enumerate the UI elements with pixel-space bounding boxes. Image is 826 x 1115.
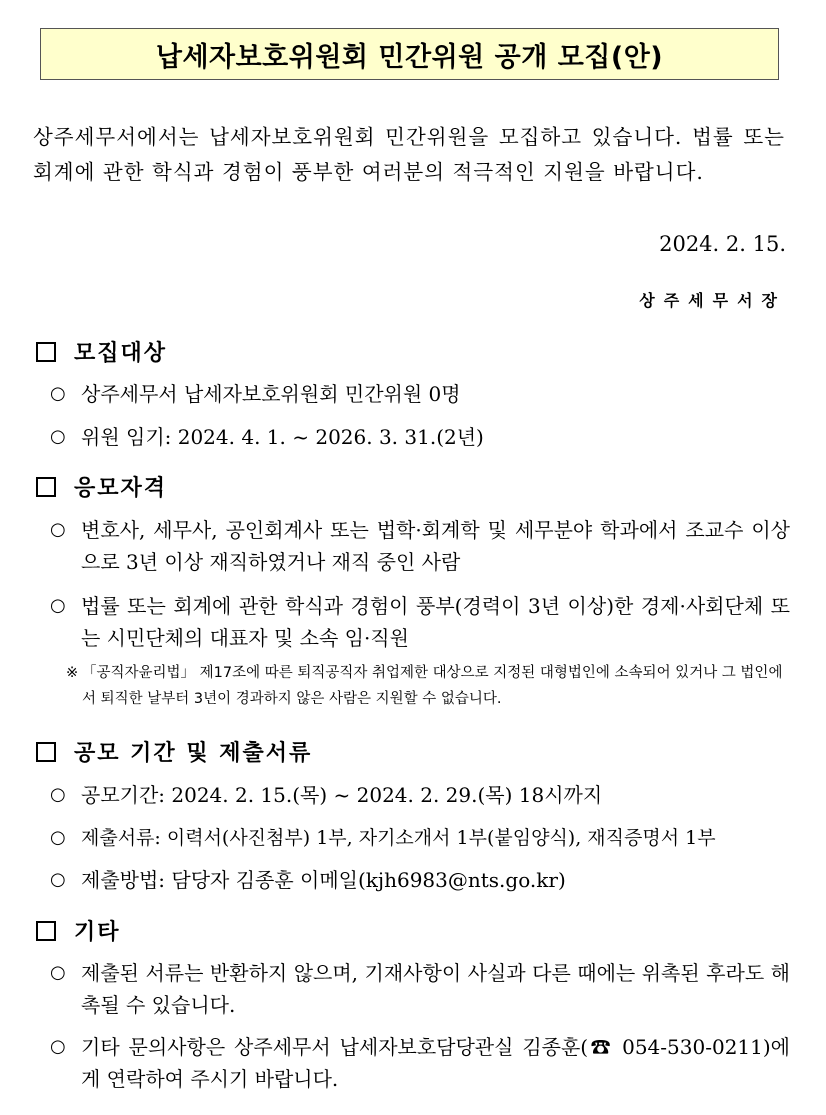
list-item-text: 기타 문의사항은 상주세무서 납세자보호담당관실 김종훈(☎ 054-530-0211)에게 연락하여 주시기 바랍니다. bbox=[81, 1035, 790, 1091]
list-item-text: 공모기간: 2024. 2. 15.(목) ~ 2024. 2. 29.(목) 18시까지 bbox=[81, 783, 603, 807]
reference-mark-icon: ※ bbox=[66, 665, 79, 681]
intro-paragraph: 상주세무서에서는 납세자보호위원회 민간위원을 모집하고 있습니다. 법률 또는 회계에 관한 학식과 경험이 풍부한 여러분의 적극적인 지원을 바랍니다. bbox=[33, 125, 785, 184]
bullet-icon: ○ bbox=[50, 1036, 66, 1057]
bullet-icon: ○ bbox=[50, 827, 66, 848]
section-header-recruitment-target bbox=[36, 336, 167, 367]
section-header-other bbox=[36, 915, 121, 946]
list-item-text: 제출된 서류는 반환하지 않으며, 기재사항이 사실과 다른 때에는 위촉된 후라도 해촉될 수 있습니다. bbox=[81, 961, 790, 1017]
checkbox-square-icon bbox=[36, 342, 56, 362]
checkbox-square-icon bbox=[36, 921, 56, 941]
checkbox-square-icon bbox=[36, 477, 56, 497]
title-box bbox=[40, 28, 779, 80]
list-item-text: 제출서류: 이력서(사진첨부) 1부, 자기소개서 1부(붙임양식), 재직증명서 1부 bbox=[81, 827, 716, 849]
bullet-icon: ○ bbox=[50, 519, 66, 540]
note-text: 「공직자윤리법」 제17조에 따른 퇴직공직자 취업제한 대상으로 지정된 대형법인에 소속되어 있거나 그 법인에서 퇴직한 날부터 3년이 경과하지 않은 사람은 지원할 수 없습니다. bbox=[82, 665, 783, 707]
checkbox-square-icon bbox=[36, 742, 56, 762]
section-label: 기타 bbox=[74, 920, 121, 945]
section-label: 공모 기간 및 제출서류 bbox=[74, 741, 313, 766]
bullet-icon: ○ bbox=[50, 383, 66, 404]
list-item bbox=[50, 957, 790, 1021]
bullet-icon: ○ bbox=[50, 784, 66, 805]
list-item-text: 위원 임기: 2024. 4. 1. ~ 2026. 3. 31.(2년) bbox=[81, 425, 484, 449]
section-header-qualifications bbox=[36, 471, 167, 502]
list-item bbox=[50, 590, 790, 654]
list-item bbox=[50, 1031, 790, 1095]
document-date: 2024. 2. 15. bbox=[659, 232, 786, 256]
bullet-icon: ○ bbox=[50, 962, 66, 983]
list-item bbox=[50, 514, 790, 578]
list-item bbox=[50, 779, 790, 811]
signature: 상주세무서장 bbox=[639, 291, 786, 310]
list-item bbox=[50, 378, 790, 410]
document-title: 납세자보호위원회 민간위원 공개 모집(안) bbox=[155, 41, 664, 73]
eligibility-note bbox=[66, 660, 786, 712]
list-item bbox=[50, 864, 790, 896]
list-item-text: 상주세무서 납세자보호위원회 민간위원 0명 bbox=[81, 382, 461, 406]
list-item-text: 변호사, 세무사, 공인회계사 또는 법학·회계학 및 세무분야 학과에서 조교수 이상으로 3년 이상 재직하였거나 재직 중인 사람 bbox=[81, 518, 790, 574]
section-header-application-period bbox=[36, 736, 312, 767]
bullet-icon: ○ bbox=[50, 869, 66, 890]
bullet-icon: ○ bbox=[50, 426, 66, 447]
list-item bbox=[50, 822, 790, 854]
section-label: 모집대상 bbox=[74, 341, 168, 366]
section-label: 응모자격 bbox=[74, 476, 168, 501]
bullet-icon: ○ bbox=[50, 595, 66, 616]
list-item-text: 제출방법: 담당자 김종훈 이메일(kjh6983@nts.go.kr) bbox=[81, 868, 566, 892]
list-item bbox=[50, 421, 790, 453]
list-item-text: 법률 또는 회계에 관한 학식과 경험이 풍부(경력이 3년 이상)한 경제·사회단체 또는 시민단체의 대표자 및 소속 임·직원 bbox=[81, 594, 790, 650]
